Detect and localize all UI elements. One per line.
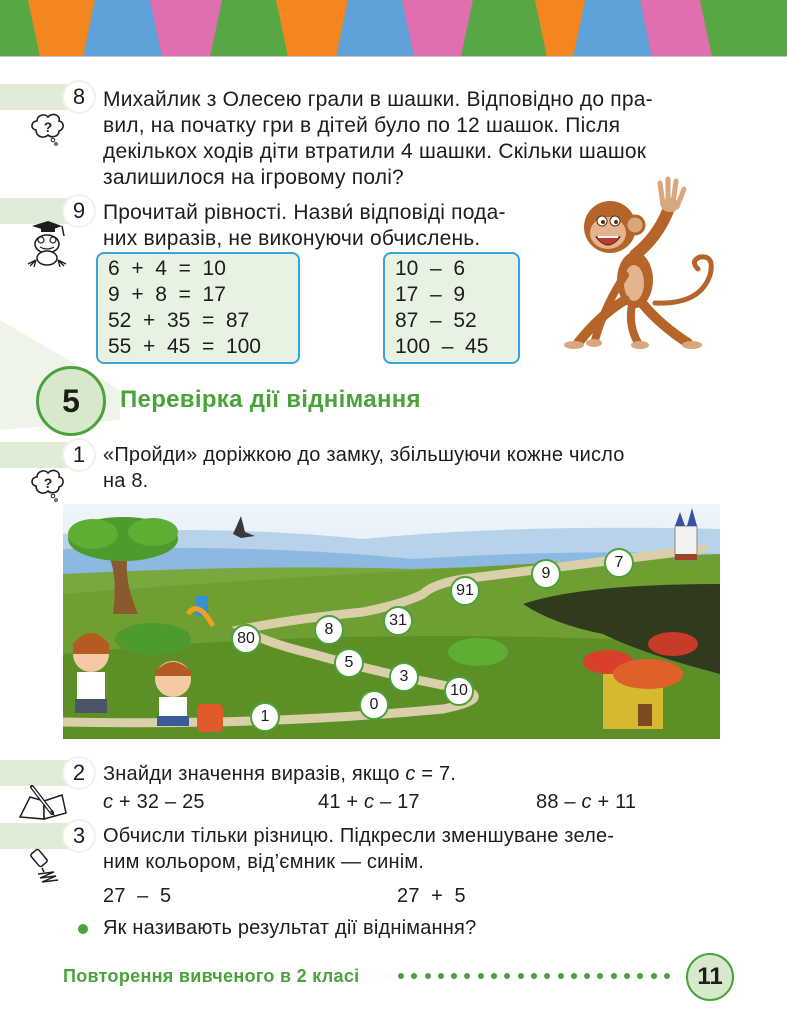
path-number-circle[interactable]: 8 xyxy=(314,615,344,645)
equality: 9 + 8 = 17 xyxy=(108,283,226,306)
expression-3 xyxy=(536,789,636,815)
section-task-1-text xyxy=(103,442,720,494)
path-number-circle[interactable]: 10 xyxy=(444,676,474,706)
text-line: Прочитай рівності. Назви́ відповіді пода- xyxy=(103,201,506,224)
expression-text: + 11 xyxy=(591,791,637,813)
text-line: ним кольором, від’ємник — синім. xyxy=(103,851,425,873)
footer-dot-leader xyxy=(398,966,670,986)
section-task-3-text xyxy=(103,823,720,875)
task-number: 3 xyxy=(62,819,96,853)
task-number: 8 xyxy=(62,80,96,114)
expression-1 xyxy=(103,789,205,815)
path-number-circle[interactable]: 80 xyxy=(231,624,261,654)
equality: 6 + 4 = 10 xyxy=(108,257,226,280)
footer-chapter-title: Повторення вивченого в 2 класі xyxy=(63,966,360,986)
expression-text: + 32 – 25 xyxy=(113,791,205,813)
path-number-circle[interactable]: 31 xyxy=(383,606,413,636)
frog-graduate-icon xyxy=(22,218,68,275)
equality: 55 + 45 = 100 xyxy=(108,335,261,358)
section-task-3-tab xyxy=(0,819,120,851)
sum-expression: 27 + 5 xyxy=(397,885,466,907)
path-number-circle[interactable]: 5 xyxy=(334,648,364,678)
expression: 17 – 9 xyxy=(395,283,466,306)
text-line: декількох ходів діти втратили 4 шашки. Скільки шашок xyxy=(103,140,647,163)
section-task-2-prompt xyxy=(103,761,720,787)
page-number: 11 xyxy=(686,953,734,1001)
path-number-circle[interactable]: 7 xyxy=(604,548,634,578)
expression: 87 – 52 xyxy=(395,309,477,332)
expression-text: – 17 xyxy=(374,791,420,813)
equalities-box xyxy=(96,252,300,364)
expression-text: 88 – xyxy=(536,791,582,813)
expressions-box xyxy=(383,252,520,364)
variable-c: с xyxy=(364,791,375,813)
difference-expression: 27 – 5 xyxy=(103,885,172,907)
path-number-circle[interactable]: 9 xyxy=(531,559,561,589)
text-line: вил, на початку гри в дітей було по 12 шашок. Після xyxy=(103,114,621,137)
section-task-2-tab xyxy=(0,756,120,788)
prompt-text: Знайди значення виразів, якщо xyxy=(103,763,406,785)
task-number: 1 xyxy=(62,438,96,472)
task-9-text xyxy=(103,200,558,252)
thought-bubble-question-icon xyxy=(28,110,68,153)
task-number: 9 xyxy=(62,194,96,228)
expression: 10 – 6 xyxy=(395,257,466,280)
monkey-illustration xyxy=(560,175,720,355)
top-banner xyxy=(0,0,787,57)
section-number-badge: 5 xyxy=(36,366,106,436)
pencil-scribble-icon xyxy=(30,848,62,893)
svg-text:?: ? xyxy=(43,119,53,135)
text-line: «Пройди» доріжкою до замку, збільшуючи кожне число xyxy=(103,444,625,466)
path-number-circle[interactable]: 3 xyxy=(389,662,419,692)
path-number-circle[interactable]: 0 xyxy=(359,690,389,720)
task-8-tab xyxy=(0,80,120,112)
section-title: Перевірка дії віднімання xyxy=(120,386,421,413)
equality: 52 + 35 = 87 xyxy=(108,309,250,332)
expression-2 xyxy=(318,789,420,815)
expression: 100 – 45 xyxy=(395,335,489,358)
prompt-text: = 7. xyxy=(415,763,457,785)
path-number-circle[interactable]: 1 xyxy=(250,702,280,732)
text-line: на 8. xyxy=(103,470,149,492)
text-line: Михайлик з Олесею грали в шашки. Відповідно до пра- xyxy=(103,88,653,111)
expression-text: 41 + xyxy=(318,791,365,813)
text-line: них виразів, не виконуючи обчислень. xyxy=(103,227,481,250)
thought-bubble-question-icon xyxy=(28,466,68,509)
task-number: 2 xyxy=(62,756,96,790)
bullet-icon xyxy=(78,924,88,934)
variable-c: с xyxy=(581,791,592,813)
review-question: Як називають результат дії віднімання? xyxy=(103,917,477,939)
variable-c: с xyxy=(405,763,416,785)
text-line: залишилося на ігровому полі? xyxy=(103,166,404,189)
path-number-circle[interactable]: 91 xyxy=(450,576,480,606)
banner-triangles xyxy=(0,0,787,57)
text-line: Обчисли тільки різницю. Підкресли зменшуване зеле- xyxy=(103,825,615,847)
svg-text:?: ? xyxy=(43,475,53,491)
path-to-castle-illustration xyxy=(63,504,720,739)
variable-c: с xyxy=(103,791,114,813)
